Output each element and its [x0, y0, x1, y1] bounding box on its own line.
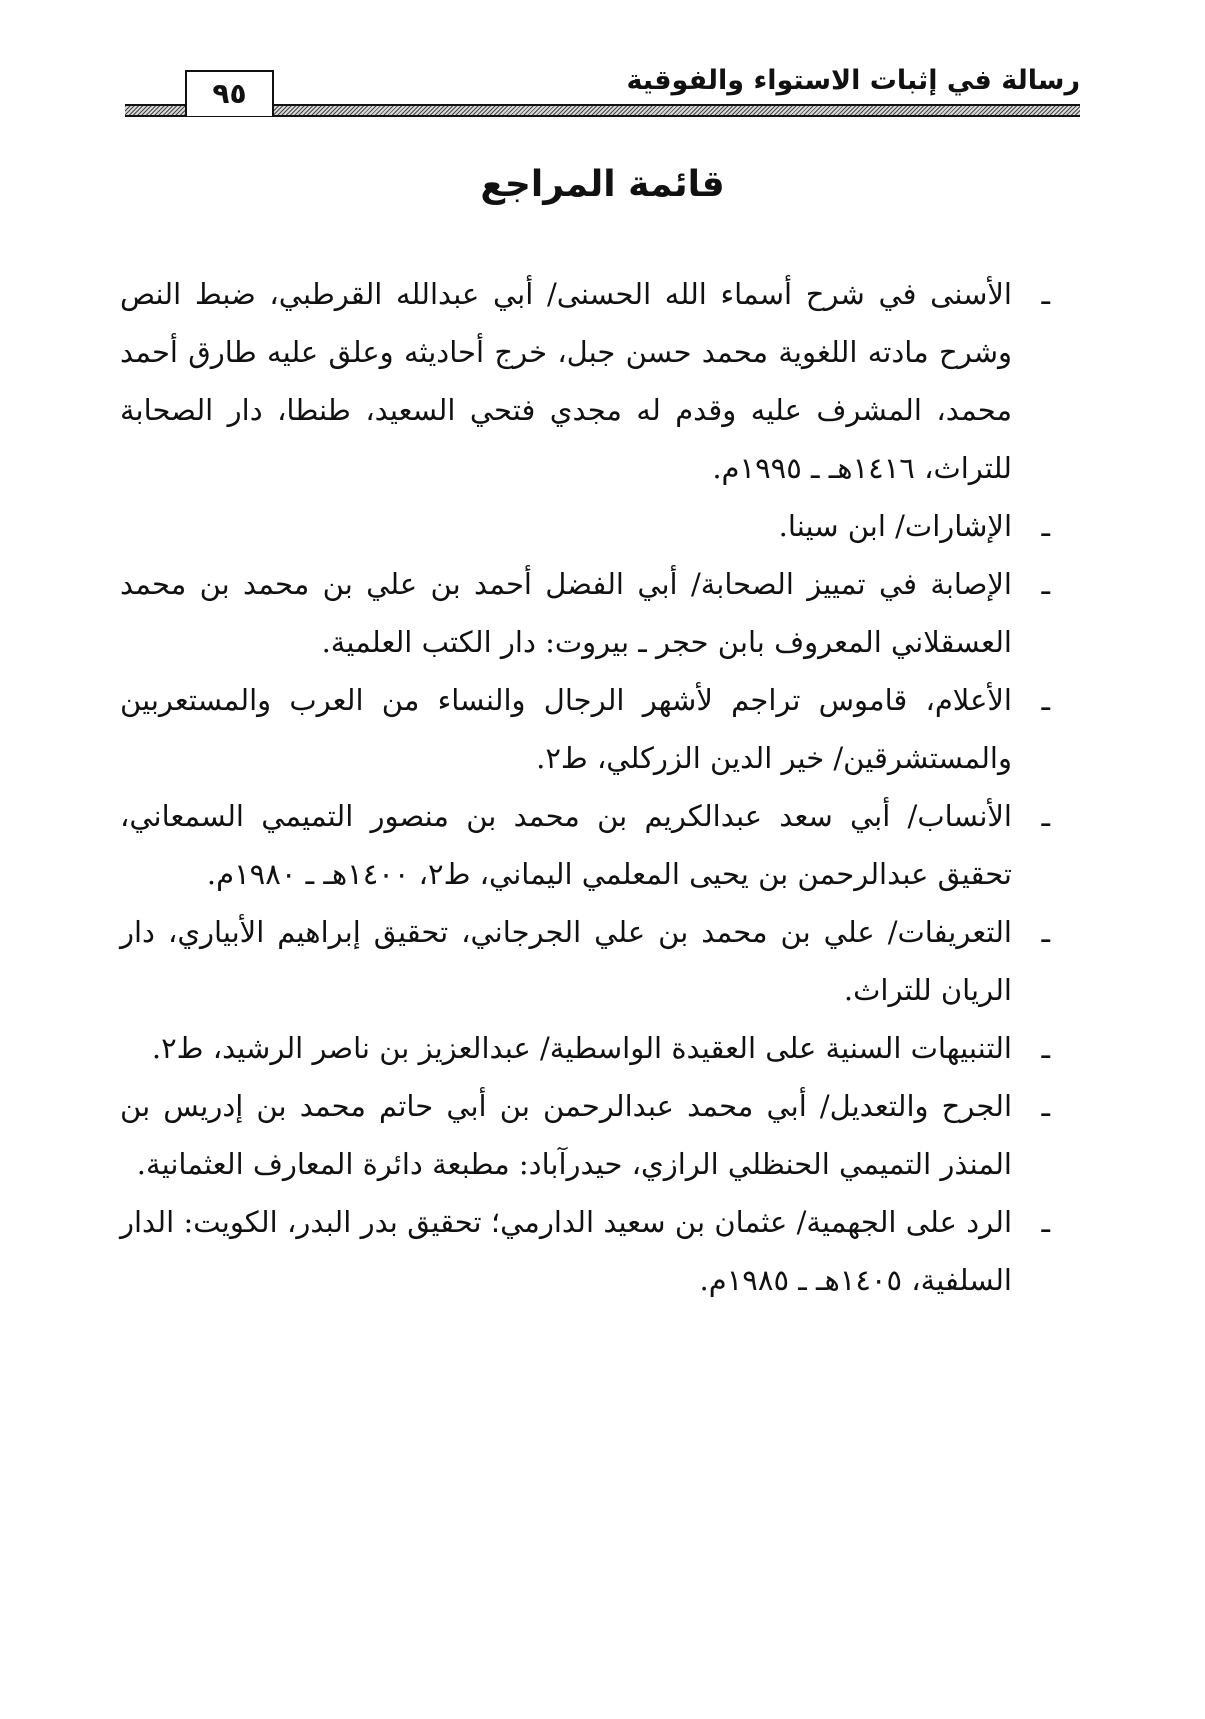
reference-text: الجرح والتعديل/ أبي محمد عبدالرحمن بن أبي حاتم محمد بن إدريس بن المنذر التميمي الحنظلي الرازي، حيدرآباد: مطبعة دائرة المعارف العثمانية. — [120, 1089, 1012, 1181]
list-dash: ـ — [1041, 683, 1050, 717]
reference-item — [120, 1077, 1050, 1193]
reference-text: الأعلام، قاموس تراجم لأشهر الرجال والنساء من العرب والمستعربين والمستشرقين/ خير الدين الزركلي، ط٢. — [120, 683, 1012, 775]
reference-item — [120, 787, 1050, 903]
reference-item — [120, 265, 1050, 497]
list-dash: ـ — [1041, 277, 1050, 311]
reference-item — [120, 903, 1050, 1019]
book-title: رسالة في إثبات الاستواء والفوقية — [626, 65, 1080, 96]
reference-text: الأنساب/ أبي سعد عبدالكريم بن محمد بن منصور التميمي السمعاني، تحقيق عبدالرحمن بن يحيى المعلمي اليماني، ط٢، ١٤٠٠هـ ـ ١٩٨٠م. — [120, 799, 1012, 891]
list-dash: ـ — [1041, 567, 1050, 601]
reference-item — [120, 1193, 1050, 1309]
list-dash: ـ — [1041, 509, 1050, 543]
list-dash: ـ — [1041, 1031, 1050, 1065]
list-dash: ـ — [1041, 1205, 1050, 1239]
references-list — [120, 265, 1050, 1309]
page-number: ٩٥ — [185, 70, 274, 116]
reference-item — [120, 497, 1050, 555]
list-dash: ـ — [1041, 915, 1050, 949]
reference-text: الإشارات/ ابن سينا. — [778, 509, 1012, 543]
reference-item — [120, 555, 1050, 671]
reference-text: الأسنى في شرح أسماء الله الحسنى/ أبي عبدالله القرطبي، ضبط النص وشرح مادته اللغوية محمد حسن جبل، خرج أحاديثه وعلق عليه طارق أحمد محمد، المشرف عليه وقدم له مجدي فتحي السعيد، طنطا، دار الصحابة للتراث، ١٤١٦هـ ـ ١٩٩٥م. — [120, 277, 1012, 485]
running-header — [125, 62, 1080, 120]
reference-item — [120, 671, 1050, 787]
reference-text: التنبيهات السنية على العقيدة الواسطية/ عبدالعزيز بن ناصر الرشيد، ط٢. — [151, 1031, 1012, 1065]
reference-text: الرد على الجهمية/ عثمان بن سعيد الدارمي؛ تحقيق بدر البدر، الكويت: الدار السلفية، ١٤٠٥هـ ـ ١٩٨٥م. — [120, 1205, 1012, 1297]
page-title: قائمة المراجع — [480, 164, 725, 205]
list-dash: ـ — [1041, 1089, 1050, 1123]
reference-text: التعريفات/ علي بن محمد بن علي الجرجاني، تحقيق إبراهيم الأبياري، دار الريان للتراث. — [120, 915, 1012, 1007]
reference-item — [120, 1019, 1050, 1077]
reference-text: الإصابة في تمييز الصحابة/ أبي الفضل أحمد بن علي بن محمد بن محمد العسقلاني المعروف بابن حجر ـ بيروت: دار الكتب العلمية. — [120, 567, 1012, 659]
list-dash: ـ — [1041, 799, 1050, 833]
